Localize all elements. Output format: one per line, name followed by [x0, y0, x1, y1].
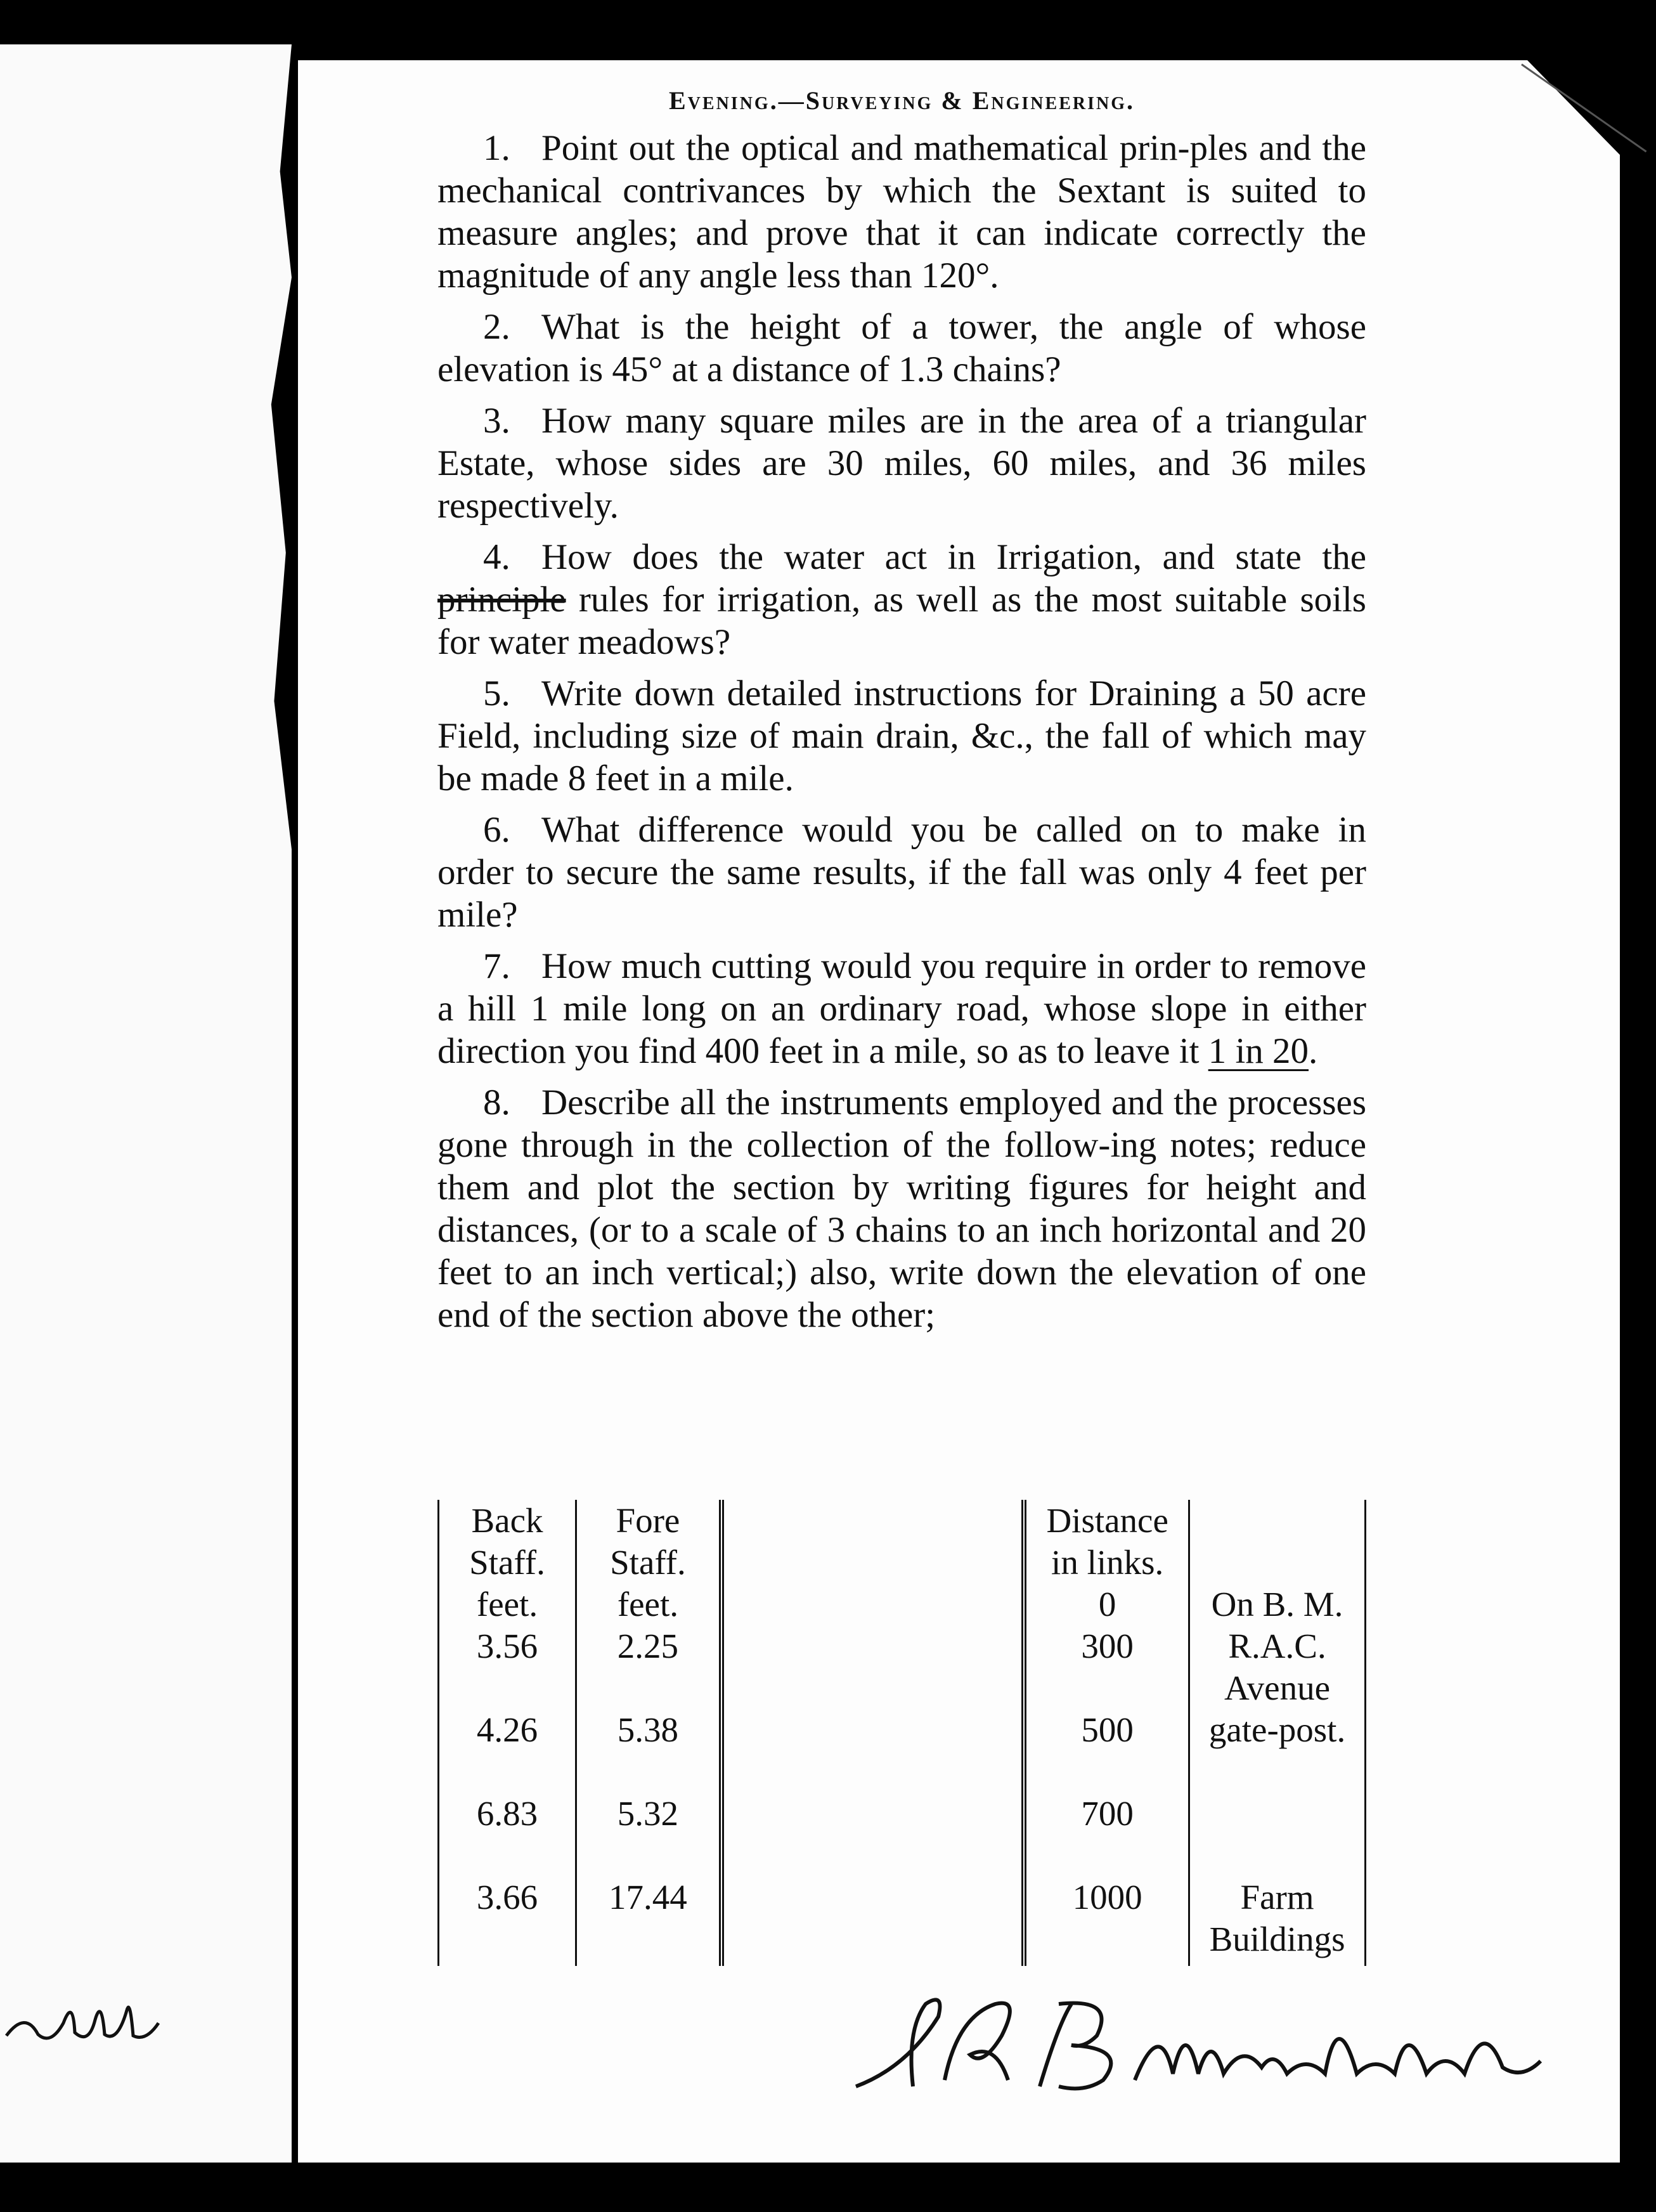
adjacent-page-strip	[0, 44, 292, 2163]
question-text: Write down detailed instructions for Draining a 50 acre Field, including size of main drain, &c., the fall of which may be made 8 feet in a mile.	[437, 673, 1366, 798]
table-cell: 2.25	[617, 1627, 679, 1665]
table-cell: 3.56	[476, 1627, 538, 1665]
question-text: Point out the optical and mathematical prin-ples and the mechanical contrivances by which the Sextant is suited to measure angles; and prove that it can indicate correctly the magnitude of any angle less than 120°.	[437, 128, 1366, 296]
table-cell: R.A.C.	[1228, 1627, 1326, 1665]
table-cell: On B. M.	[1211, 1585, 1343, 1623]
level-book-table	[437, 1500, 1366, 1966]
blank-column	[721, 1500, 1024, 1966]
question-number: 7.	[483, 946, 510, 986]
question-text: What difference would you be called on to make in order to secure the same results, if the fall was only 4 feet per mile?	[437, 810, 1366, 935]
table-cell: Farm	[1240, 1878, 1314, 1916]
table-cell: 6.83	[476, 1794, 538, 1833]
column-header: Distance	[1046, 1501, 1168, 1540]
question-3	[437, 400, 1366, 527]
handwritten-signature	[831, 1979, 1560, 2105]
remarks-column	[1189, 1500, 1366, 1966]
column-header: Back	[471, 1501, 543, 1540]
question-number: 5.	[483, 673, 510, 713]
question-number: 4.	[483, 537, 510, 577]
question-text: How many square miles are in the area of a triangular Estate, whose sides are 30 miles, 60 miles, and 36 miles respectively.	[437, 401, 1366, 526]
table-cell: 5.38	[617, 1710, 679, 1749]
question-2	[437, 306, 1366, 391]
table-cell: 0	[1098, 1585, 1116, 1623]
exam-text	[437, 86, 1366, 1345]
question-number: 6.	[483, 810, 510, 850]
table-cell: Buildings	[1209, 1920, 1345, 1958]
question-text: What is the height of a tower, the angle of whose elevation is 45° at a distance of 1.3 chains?	[437, 307, 1366, 389]
question-number: 8.	[483, 1083, 510, 1122]
table-cell: 3.66	[476, 1878, 538, 1916]
table-cell: 300	[1081, 1627, 1134, 1665]
table-cell: 1000	[1072, 1878, 1142, 1916]
question-text: Describe all the instruments employed and the processes gone through in the collection of the follow-ing notes; reduce them and plot the section by writing figures for height and distances, (or to a scale of 3 chains to an inch horizontal and 20 feet to an inch vertical;) also, write down the elevation of one end of the section above the other;	[437, 1083, 1366, 1335]
column-header: Fore	[616, 1501, 680, 1540]
question-4	[437, 536, 1366, 663]
column-header: feet.	[617, 1585, 678, 1623]
back-staff-column	[439, 1500, 576, 1966]
question-7	[437, 945, 1366, 1072]
column-header: Staff.	[469, 1543, 545, 1582]
column-header: feet.	[476, 1585, 538, 1623]
question-1	[437, 127, 1366, 297]
question-6	[437, 809, 1366, 936]
question-number: 1.	[483, 128, 510, 168]
partial-signature-left	[0, 1985, 165, 2055]
underlined-ratio: 1 in 20	[1208, 1031, 1309, 1071]
question-number: 2.	[483, 307, 510, 347]
question-text-cont: .	[1309, 1031, 1318, 1071]
question-text-cont: rules for irrigation, as well as the most suitable soils for water meadows?	[437, 580, 1366, 662]
table-cell: 5.32	[617, 1794, 679, 1833]
struck-word: principle	[437, 580, 566, 620]
question-number: 3.	[483, 401, 510, 441]
question-5	[437, 672, 1366, 800]
table-cell: 4.26	[476, 1710, 538, 1749]
page-title: Evening.—Surveying & Engineering.	[669, 86, 1135, 115]
column-header: in links.	[1051, 1543, 1164, 1582]
table-cell: 700	[1081, 1794, 1134, 1833]
column-header: Staff.	[610, 1543, 686, 1582]
question-text: How does the water act in Irrigation, and state the	[541, 537, 1366, 577]
table-cell: 17.44	[609, 1878, 687, 1916]
table-cell: Avenue	[1224, 1669, 1331, 1707]
table-cell: 500	[1081, 1710, 1134, 1749]
distance-column	[1024, 1500, 1189, 1966]
fore-staff-column	[576, 1500, 721, 1966]
question-8	[437, 1081, 1366, 1336]
table-cell: gate-post.	[1208, 1710, 1346, 1749]
question-text: How much cutting would you require in order to remove a hill 1 mile long on an ordinary road, whose slope in either direction you find 400 feet in a mile, so as to leave it	[437, 946, 1366, 1071]
